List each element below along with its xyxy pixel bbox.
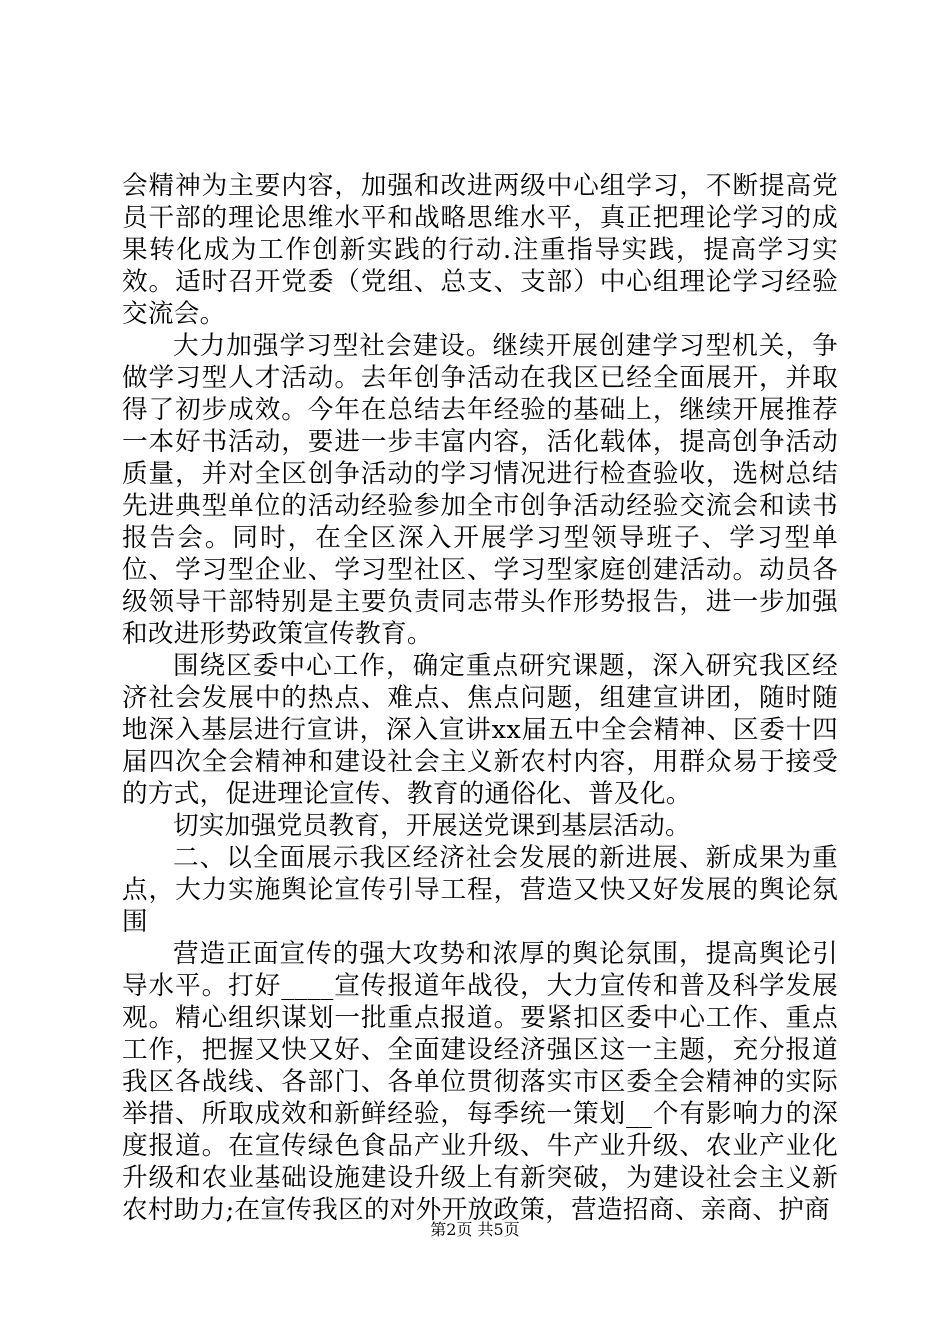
paragraph-1: 会精神为主要内容，加强和改进两级中心组学习，不断提高党员干部的理论思维水平和战略思维水平，真正把理论学习的成果转化成为工作创新实践的行动.注重指导实践，提高学习实效。适时召开党委（党组、总支、支部）中心组理论学习经验交流会。 xyxy=(122,171,838,329)
paragraph-4: 切实加强党员教育，开展送党课到基层活动。 xyxy=(173,811,691,841)
section-heading-2: 二、以全面展示我区经济社会发展的新进展、新成果为重点，大力实施舆论宣传引导工程，营造又快又好发展的舆论氛围 xyxy=(122,843,838,937)
paragraph-6: 营造正面宣传的强大攻势和浓厚的舆论氛围，提高舆论引导水平。打好____宣传报道年战役，大力宣传和普及科学发展观。精心组织谋划一批重点报道。要紧扣区委中心工作、重点工作，把握又快又好、全面建设经济强区这一主题，充分报道我区各战线、各部门、各单位贯彻落实市区委全会精神的实际举措、所取成效和新鲜经验，每季统一策划__个有影响力的深度报道。在宣传绿色食品产业升级、牛产业升级、农业产业化升级和农业基础设施建设升级上有新突破，为建设社会主义新农村助力;在宣传我区的对外开放政策，营造招商、亲商、护商 xyxy=(122,939,838,1225)
page-number-footer: 第2页 共5页 xyxy=(430,1220,520,1239)
document-body xyxy=(122,170,838,1226)
paragraph-2: 大力加强学习型社会建设。继续开展创建学习型机关，争做学习型人才活动。去年创争活动在我区已经全面展开，并取得了初步成效。今年在总结去年经验的基础上，继续开展推荐一本好书活动，要进一步丰富内容，活化载体，提高创争活动质量，并对全区创争活动的学习情况进行检查验收，选树总结先进典型单位的活动经验参加全市创争活动经验交流会和读书报告会。同时，在全区深入开展学习型领导班子、学习型单位、学习型企业、学习型社区、学习型家庭创建活动。动员各级领导干部特别是主要负责同志带头作形势报告，进一步加强和改进形势政策宣传教育。 xyxy=(122,331,838,649)
paragraph-3: 围绕区委中心工作，确定重点研究课题，深入研究我区经济社会发展中的热点、难点、焦点问题，组建宣讲团，随时随地深入基层进行宣讲，深入宣讲xx届五中全会精神、区委十四届四次全会精神和建设社会主义新农村内容，用群众易于接受的方式，促进理论宣传、教育的通俗化、普及化。 xyxy=(122,651,838,809)
